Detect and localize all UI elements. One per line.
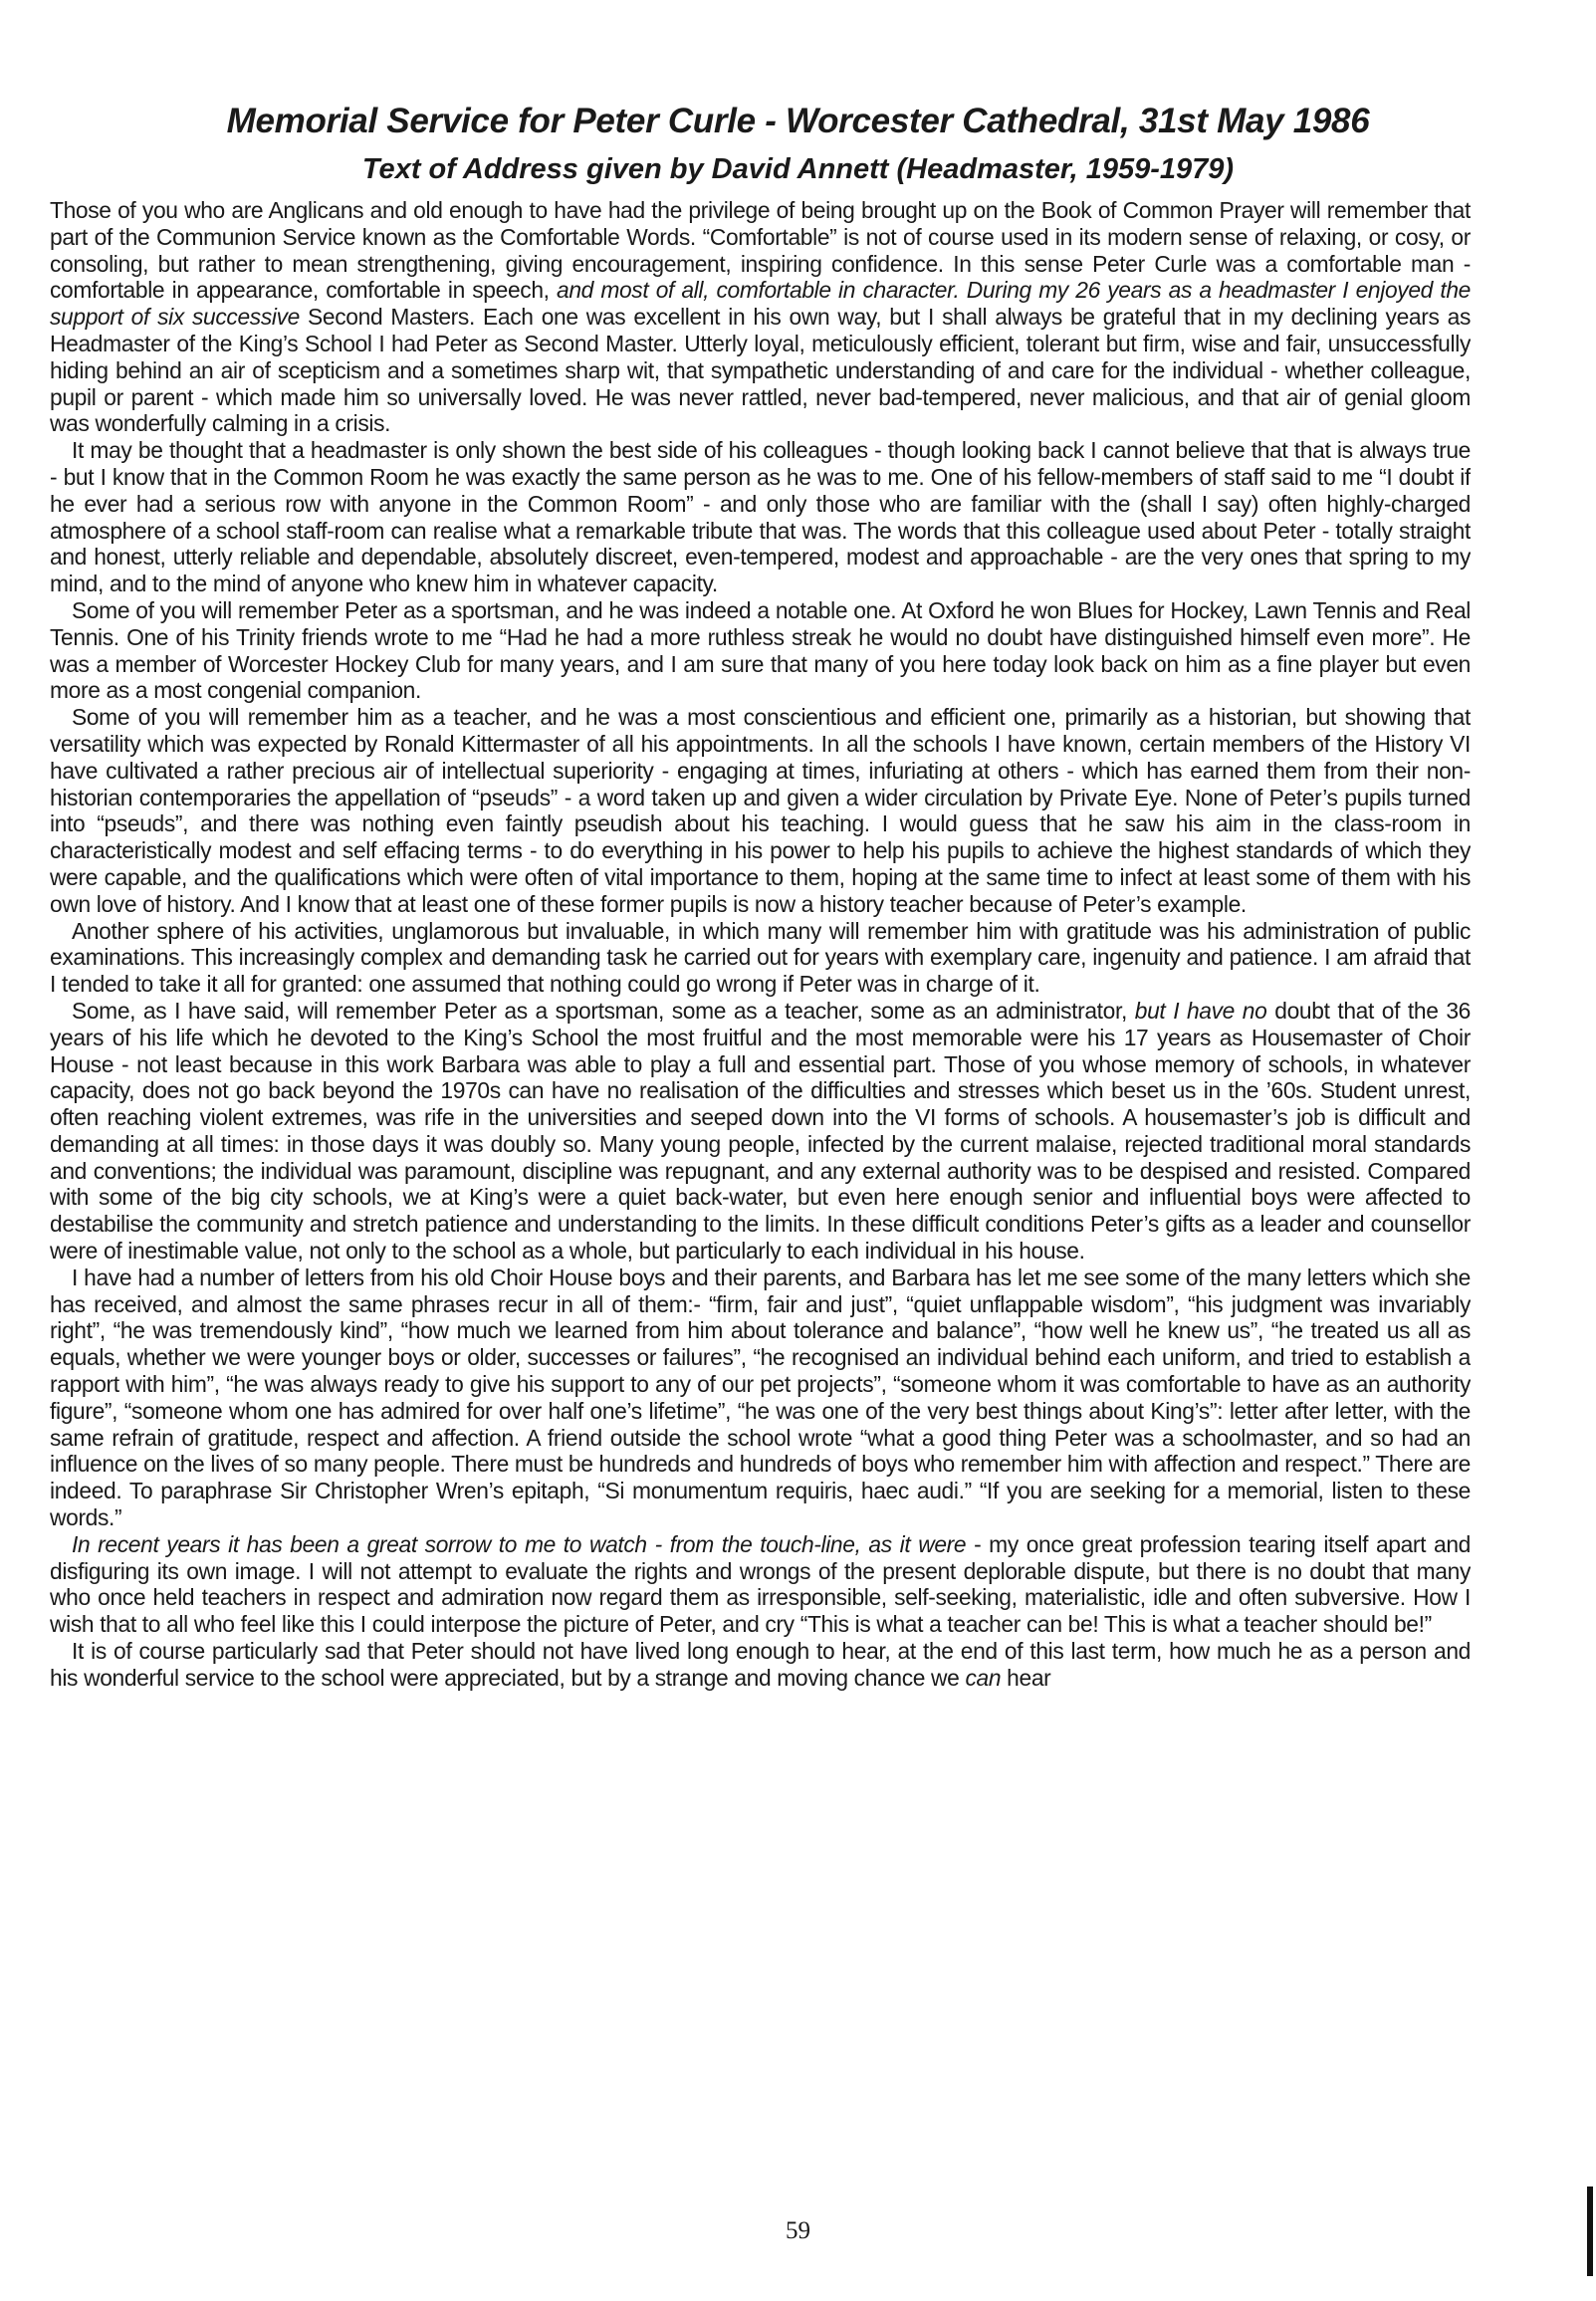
binding-edge-mark bbox=[1587, 2186, 1593, 2276]
page-subtitle: Text of Address given by David Annett (Headmaster, 1959-1979) bbox=[361, 153, 1235, 185]
paragraph-3: Some of you will remember Peter as a sportsman, and he was indeed a notable one. At Oxford he won Blues for Hockey, Lawn Tennis and Real Tennis. One of his Trinity friends wrote to me “Had he had a more ruthless streak he would no doubt have distinguished himself even more”. He was a member of Worcester Hockey Club for many years, and I am sure that many of you here today look back on him as a fine player but even more as a most congenial companion. bbox=[50, 596, 1471, 704]
paragraph-6 bbox=[50, 998, 1471, 1265]
paragraph-4: Some of you will remember him as a teacher, and he was a most conscientious and efficient one, primarily as a historian, but showing that versatility which was expected by Ronald Kittermaster of all his appointments. In all the schools I have known, certain members of the History VI have cultivated a rather precious air of intellectual superiority - engaging at times, infuriating at others - which has earned them from their non-historian contemporaries the appellation of “pseuds” - a word taken up and given a wider circulation by Private Eye. None of Peter’s pupils turned into “pseuds”, and there was nothing even faintly pseudish about his teaching. I would guess that he saw his aim in the class-room in characteristically modest and self effacing terms - to do everything in his power to help his pupils to achieve the highest standards of which they were capable, and the qualifications which were often of vital importance to them, hoping at the same time to infect at least some of them with his own love of history. And I know that at least one of these former pupils is now a history teacher because of Peter’s example. bbox=[50, 704, 1471, 917]
paragraph-9-italic: can bbox=[965, 1664, 1002, 1691]
paragraph-8-rest: - my once great profession tearing itself apart and disfiguring its own image. I will not attempt to evaluate the rights and wrongs of the present deplorable dispute, but there is no doubt that many who once held teachers in respect and admiration now regard them as irresponsible, self-seeking, materialistic, idle and often subversive. How I wish that to all who feel like this I could interpose the picture of Peter, and cry “This is what a teacher can be! This is what a teacher should be!” bbox=[50, 1530, 1471, 1638]
paragraph-2: It may be thought that a headmaster is only shown the best side of his colleagues - though looking back I cannot believe that that is always true - but I know that in the Common Room he was exactly the same person as he was to me. One of his fellow-members of staff said to me “I doubt if he ever had a serious row with anyone in the Common Room” - and only those who are familiar with the (shall I say) often highly-charged atmosphere of a school staff-room can realise what a remarkable tribute that was. The words that this colleague used about Peter - totally straight and honest, utterly reliable and dependable, absolutely discreet, even-tempered, modest and approachable - are the very ones that spring to my mind, and to the mind of anyone who knew him in whatever capacity. bbox=[50, 437, 1471, 597]
page-number: 59 bbox=[786, 2217, 810, 2244]
paragraph-9-rest: hear bbox=[1001, 1664, 1051, 1691]
paragraph-5: Another sphere of his activities, unglamorous but invaluable, in which many will remember him with gratitude was his administration of public examinations. This increasingly complex and demanding task he carried out for years with exemplary care, ingenuity and patience. I am afraid that I tended to take it all for granted: one assumed that nothing could go wrong if Peter was in charge of it. bbox=[50, 917, 1471, 998]
paragraph-8 bbox=[50, 1531, 1471, 1638]
paragraph-1-lead: Those of you who are Anglicans and old enough to have had the privilege of being brought up on the Book of Common Prayer will remember that part of the Communion Service known as the Comfortable Words. “Comfortable” is not of course used in its modern sense of relaxing, or cosy, or consoling, but rather to mean strengthening, giving encouragement, inspiring confidence. In this sense Peter Curle was a comfortable man - comfortable in appearance, comfortable in speech, bbox=[50, 197, 1471, 304]
paragraph-8-italic: In recent years it has been a great sorrow to me to watch - from the touch-line, as it were bbox=[72, 1530, 967, 1557]
paragraph-6-italic: but I have no bbox=[1134, 997, 1267, 1024]
page-title: Memorial Service for Peter Curle - Worcester Cathedral, 31st May 1986 bbox=[226, 102, 1370, 140]
paragraph-1-rest: Second Masters. Each one was excellent in his own way, but I shall always be grateful that in my declining years as Headmaster of the King’s School I had Peter as Second Master. Utterly loyal, meticulously efficient, tolerant but firm, wise and fair, unsuccessfully hiding behind an air of scepticism and a sometimes sharp wit, that sympathetic understanding of and care for the individual - whether colleague, pupil or parent - which made him so universally loved. He was never rattled, never bad-tempered, never malicious, and that air of genial gloom was wonderfully calming in a crisis. bbox=[50, 304, 1471, 437]
paragraph-9 bbox=[50, 1638, 1471, 1692]
paragraph-9-lead: It is of course particularly sad that Peter should not have lived long enough to hear, at the end of this last term, how much he as a person and his wonderful service to the school were appreciated, but by a strange and moving chance we bbox=[50, 1638, 1471, 1691]
address-text bbox=[50, 197, 1471, 2188]
paragraph-7: I have had a number of letters from his old Choir House boys and their parents, and Barbara has let me see some of the many letters which she has received, and almost the same phrases recur in all of them:- “firm, fair and just”, “quiet unflappable wisdom”, “his judgment was invariably right”, “he was tremendously kind”, “how much we learned from him about tolerance and balance”, “how well he knew us”, “he treated us all as equals, whether we were younger boys or older, successes or failures”, “he recognised an individual behind each uniform, and tried to establish a rapport with him”, “he was always ready to give his support to any of our pet projects”, “someone whom it was comfortable to have as an authority figure”, “someone whom one has admired for over half one’s lifetime”, “he was one of the very best things about King’s”: letter after letter, with the same refrain of gratitude, respect and affection. A friend outside the school wrote “what a good thing Peter was a schoolmaster, and so had an influence on the lives of so many people. There must be hundreds and hundreds of boys who remember him with affection and respect.” There are indeed. To paraphrase Sir Christopher Wren’s epitaph, “Si monumentum requiris, haec audi.” “If you are seeking for a memorial, listen to these words.” bbox=[50, 1264, 1471, 1531]
paragraph-6-lead: Some, as I have said, will remember Peter as a sportsman, some as a teacher, some as an administrator, bbox=[72, 997, 1135, 1024]
paragraph-6-rest: doubt that of the 36 years of his life which he devoted to the King’s School the most fruitful and the most memorable were his 17 years as Housemaster of Choir House - not least because in this work Barbara was able to play a full and essential part. Those of you whose memory of schools, in whatever capacity, does not go back beyond the 1970s can have no realisation of the difficulties and stresses which beset us in the ’60s. Student unrest, often reaching violent extremes, was rife in the universities and seeped down into the VI forms of schools. A housemaster’s job is difficult and demanding at all times: in those days it was doubly so. Many young people, infected by the current malaise, rejected traditional moral standards and conventions; the individual was paramount, discipline was repugnant, and any external authority was to be despised and resisted. Compared with some of the big city schools, we at King’s were a quiet back-water, but even here enough senior and influential boys were affected to destabilise the community and stretch patience and understanding to the limits. In these difficult conditions Peter’s gifts as a leader and counsellor were of inestimable value, not only to the school as a whole, but particularly to each individual in his house. bbox=[50, 997, 1471, 1265]
paragraph-1-italic: and most of all, comfortable in character. During my 26 years as a headmaster I enjoyed the support of six successive bbox=[50, 277, 1471, 331]
paragraph-1 bbox=[50, 197, 1471, 437]
